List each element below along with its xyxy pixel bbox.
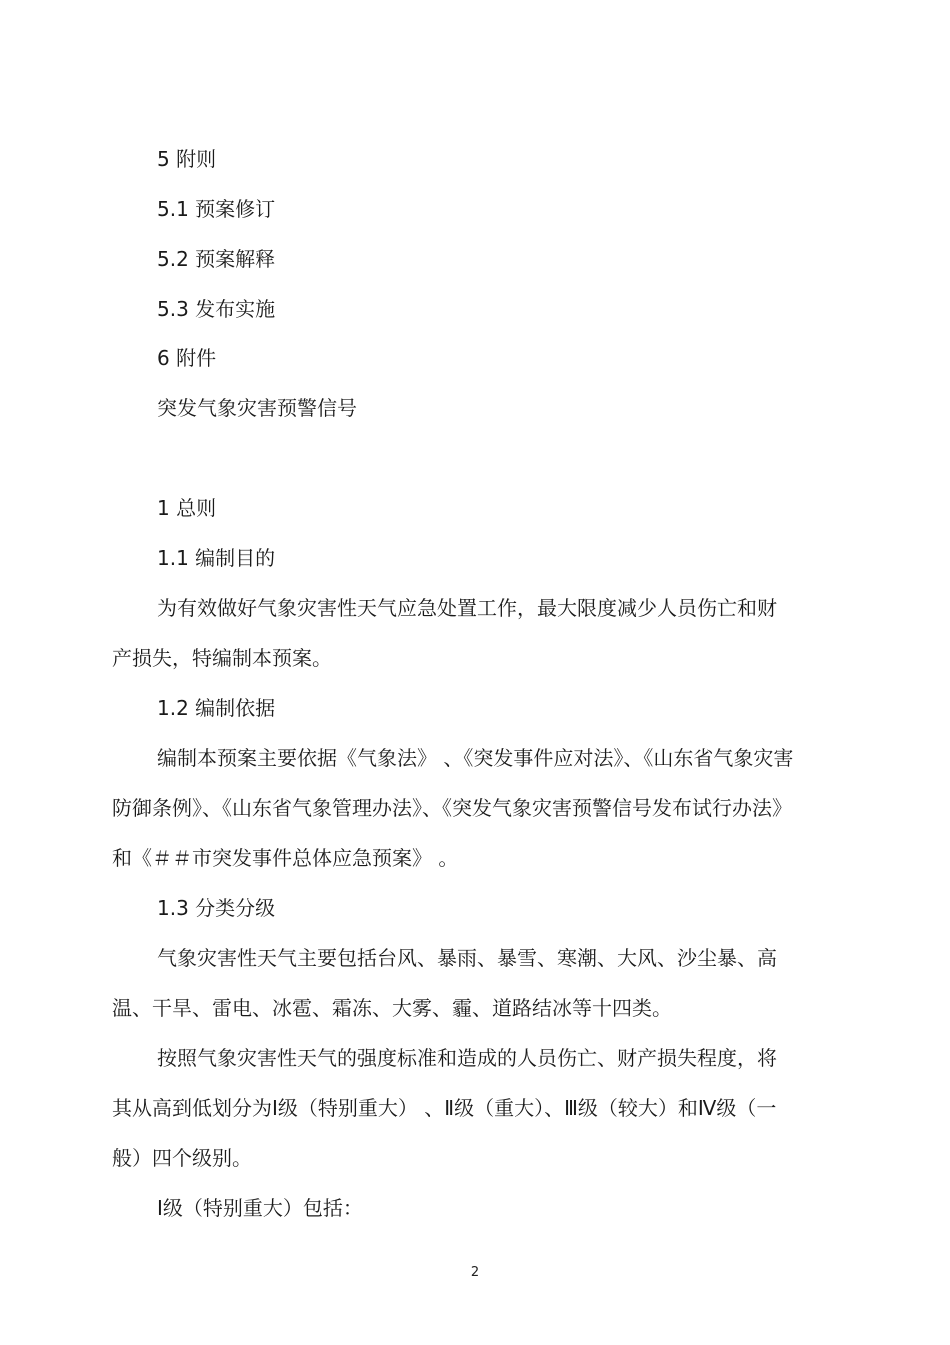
toc-item-5-1: 5.1 预案修订 bbox=[157, 197, 276, 221]
toc-item-5-3: 5.3 发布实施 bbox=[157, 297, 276, 321]
paragraph-line: 防御条例》、《山东省气象管理办法》、《突发气象灾害预警信号发布试行办法》 bbox=[112, 796, 792, 820]
paragraph-line: 般）四个级别。 bbox=[112, 1146, 252, 1170]
page-number: 2 bbox=[470, 1265, 480, 1280]
subsection-heading: 1.3 分类分级 bbox=[157, 896, 276, 920]
toc-item-6-attachment: 突发气象灾害预警信号 bbox=[157, 396, 357, 420]
paragraph-line: 气象灾害性天气主要包括台风、暴雨、暴雪、寒潮、大风、沙尘暴、高 bbox=[157, 946, 777, 970]
paragraph-line: 产损失，特编制本预案。 bbox=[112, 646, 332, 670]
paragraph-line: 编制本预案主要依据《气象法》 、《突发事件应对法》、《山东省气象灾害 bbox=[157, 746, 794, 770]
paragraph-line: 其从高到低划分为Ⅰ级（特别重大） 、Ⅱ级（重大）、Ⅲ级（较大）和Ⅳ级（一 bbox=[112, 1096, 777, 1120]
paragraph-line: 温、干旱、雷电、冰雹、霜冻、大雾、霾、道路结冰等十四类。 bbox=[112, 996, 672, 1020]
toc-item-5: 5 附则 bbox=[157, 147, 217, 171]
section-heading: 1 总则 bbox=[157, 496, 217, 520]
paragraph-line: Ⅰ级（特别重大）包括： bbox=[157, 1196, 363, 1220]
subsection-heading: 1.2 编制依据 bbox=[157, 696, 276, 720]
paragraph-line: 按照气象灾害性天气的强度标准和造成的人员伤亡、财产损失程度，将 bbox=[157, 1046, 777, 1070]
toc-item-6: 6 附件 bbox=[157, 346, 217, 370]
paragraph-line: 为有效做好气象灾害性天气应急处置工作，最大限度减少人员伤亡和财 bbox=[157, 596, 777, 620]
subsection-heading: 1.1 编制目的 bbox=[157, 546, 276, 570]
paragraph-line: 和《＃＃市突发事件总体应急预案》 。 bbox=[112, 846, 459, 870]
toc-item-5-2: 5.2 预案解释 bbox=[157, 247, 276, 271]
